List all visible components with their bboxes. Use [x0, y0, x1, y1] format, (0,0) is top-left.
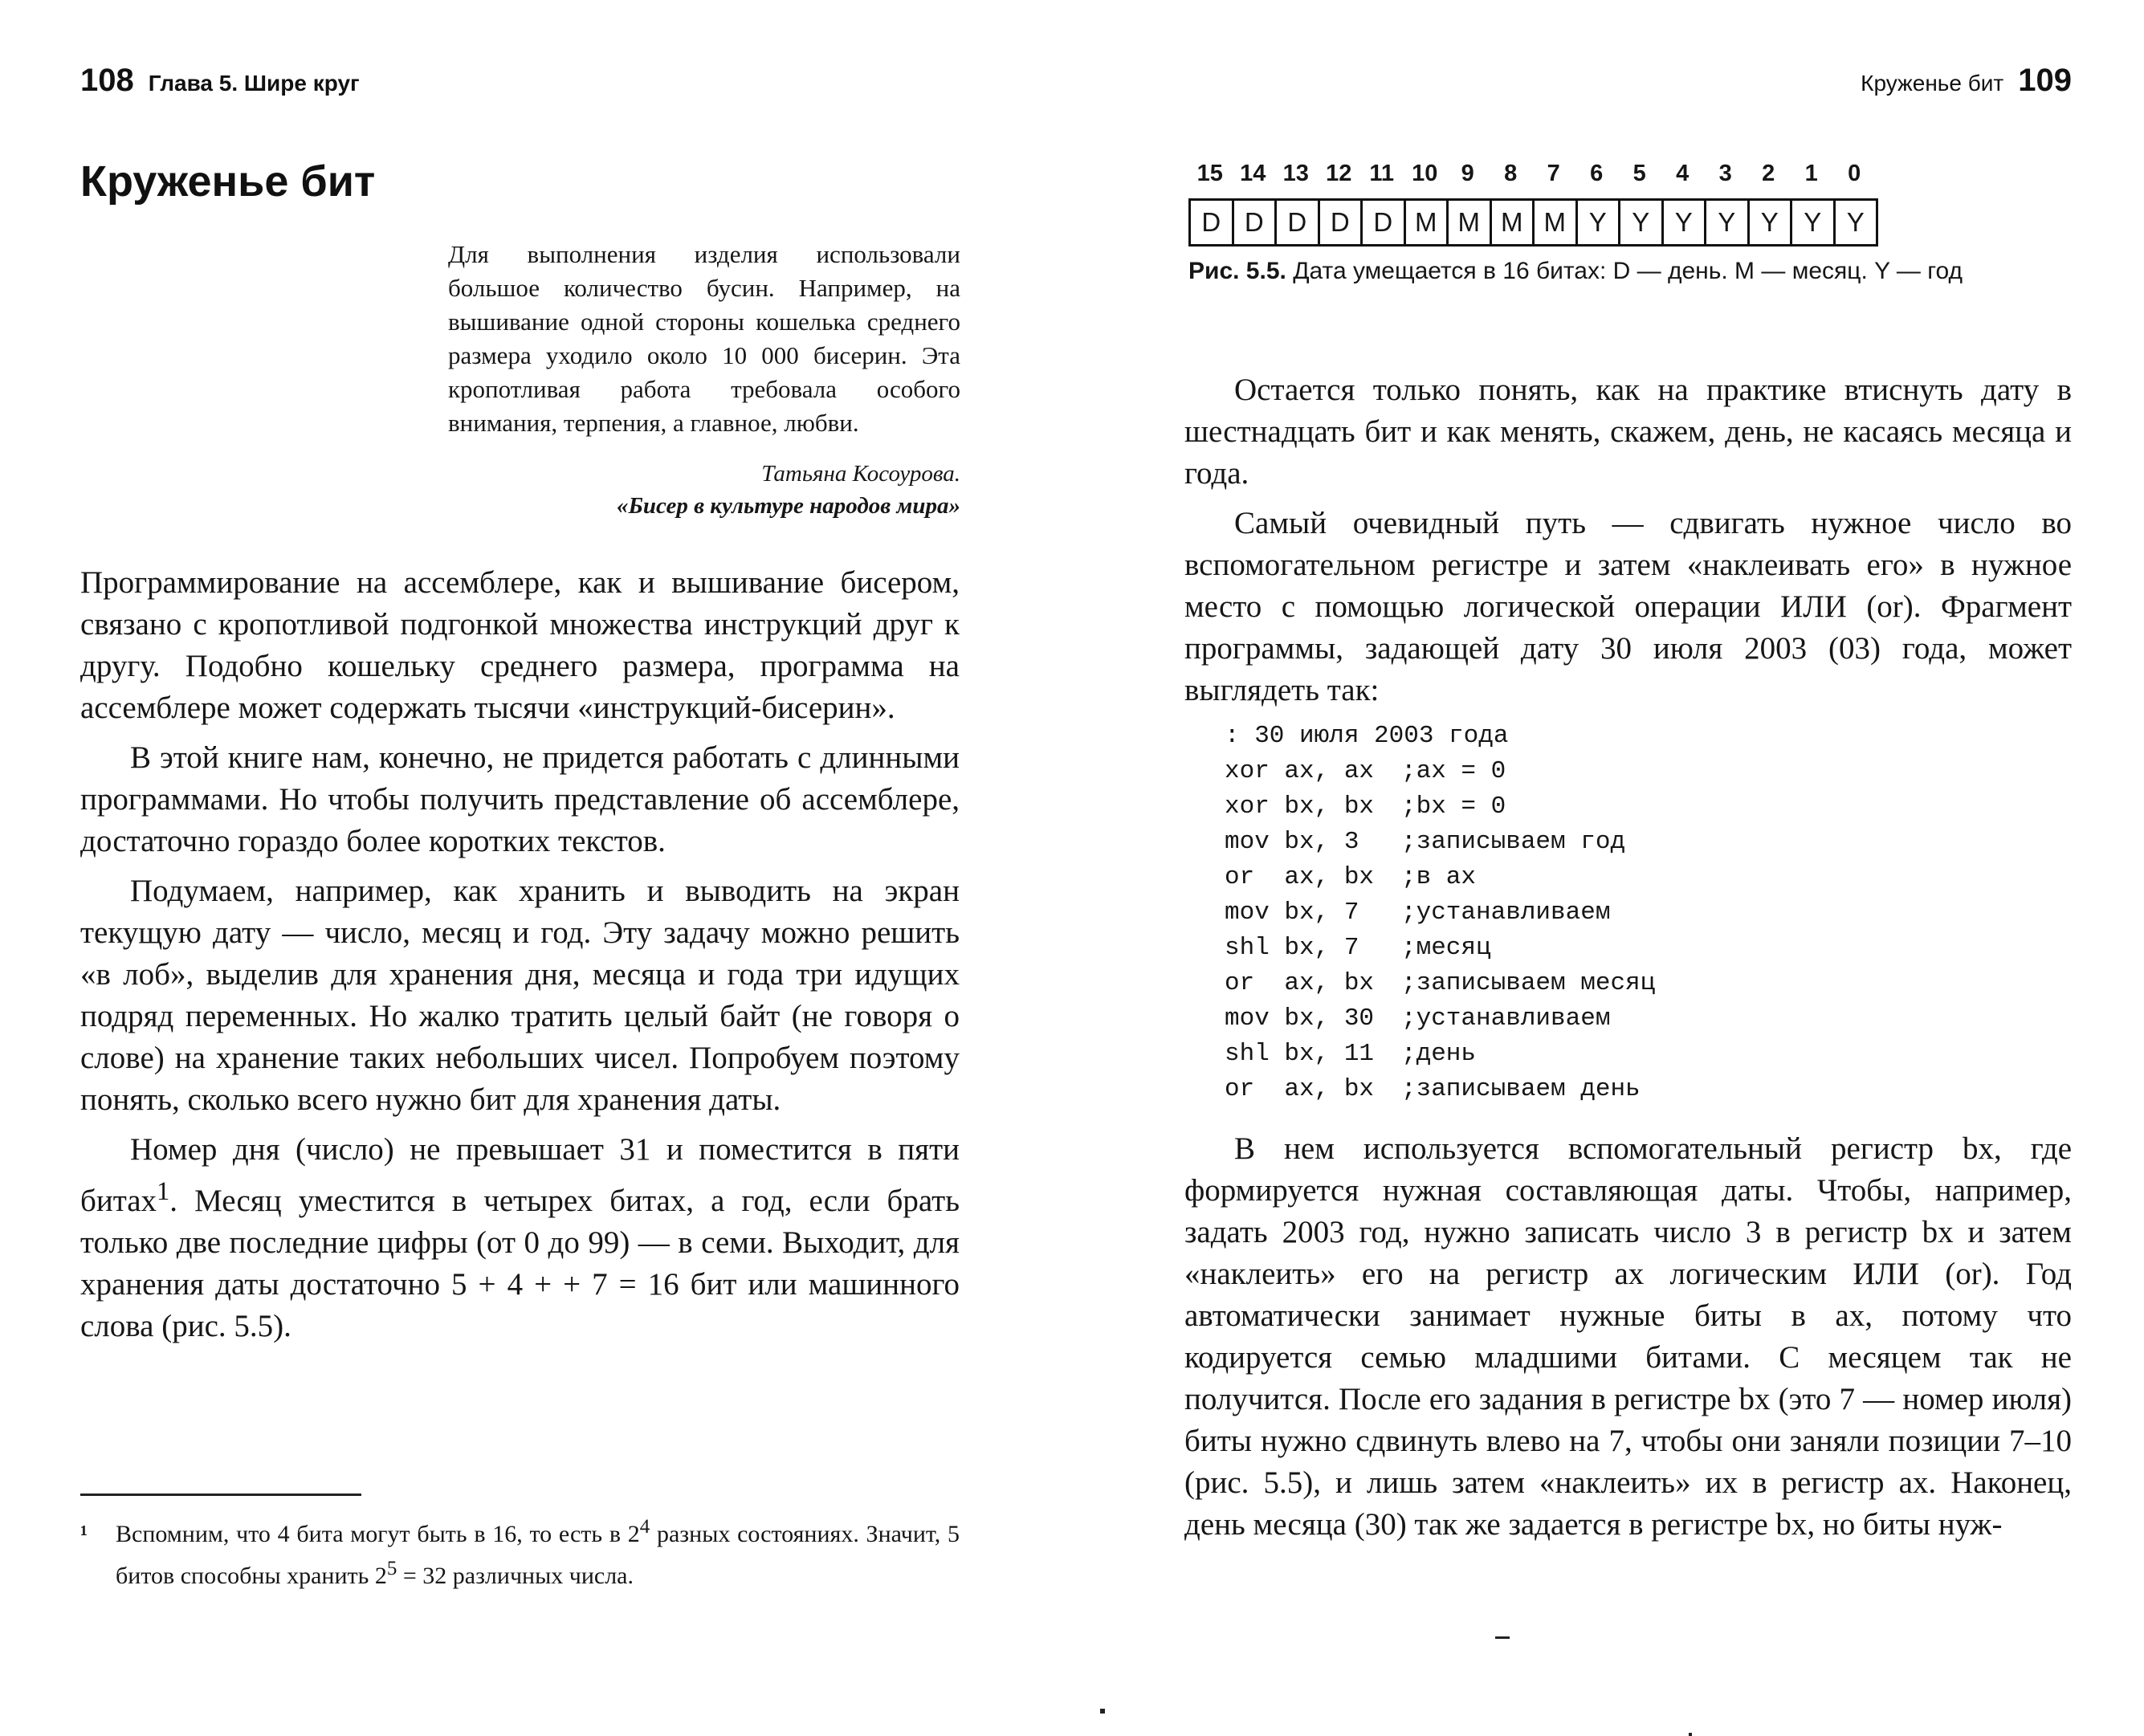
code-line [1225, 719, 1655, 754]
code-line [1225, 1037, 1655, 1072]
paragraph-with-footnote [80, 1129, 960, 1347]
scan-mark [1689, 1733, 1692, 1736]
footnote-part: разных состояниях. Значит, 5 битов способны хранить 2 [116, 1521, 960, 1589]
code-line [1225, 966, 1655, 1001]
paragraph: Остается только понять, как на практике втиснуть дату в шестнадцать бит и как менять, скажем, день, не касаясь месяца и года. [1184, 373, 2072, 491]
bit-number: 7 [1547, 161, 1560, 186]
code-instruction: xor ax, ax [1225, 757, 1375, 785]
superscript: 4 [639, 1516, 650, 1538]
bit-number: 9 [1461, 161, 1474, 186]
bit-number: 15 [1196, 161, 1223, 186]
bit-cell: D [1320, 201, 1363, 244]
figure-label: Рис. 5.5. [1188, 258, 1286, 284]
code-listing [1225, 719, 1655, 1107]
right-page-number: 109 [2018, 63, 2072, 98]
code-comment: : 30 июля 2003 года [1225, 722, 1509, 750]
code-instruction: xor bx, bx [1225, 793, 1375, 821]
paragraph: В этой книге нам, конечно, не придется работать с длинными программами. Но чтобы получить представление об ассемблере, достаточно гораздо более коротких текстов. [80, 740, 960, 858]
bit-number: 8 [1504, 161, 1518, 186]
code-instruction: or ax, bx [1225, 1075, 1375, 1103]
bit-number-row [1188, 161, 1991, 187]
right-body-text-top [1184, 369, 2072, 719]
scan-mark [1495, 1636, 1510, 1639]
code-line [1225, 754, 1655, 789]
code-instruction: mov bx, 30 [1225, 1005, 1375, 1033]
epigraph [448, 238, 960, 522]
left-running-header [80, 63, 360, 99]
bit-cell: M [1449, 201, 1492, 244]
code-line [1225, 825, 1655, 860]
left-page [0, 0, 1072, 1730]
bit-cell: Y [1792, 201, 1836, 244]
code-comment: ;месяц [1401, 934, 1491, 962]
bit-cell: Y [1836, 201, 1879, 244]
bit-cell: D [1363, 201, 1406, 244]
bit-number: 10 [1412, 161, 1438, 186]
bit-number: 2 [1762, 161, 1775, 186]
bit-number: 0 [1848, 161, 1861, 186]
paragraph-part: . Месяц уместится в четырех битах, а год, если брать только две последние цифры (от 0 до 99) — в семи. Выходит, для хранения даты достаточно 5 + 4 + + 7 = 16 бит или машинного слова (рис. 5.5). [80, 1184, 960, 1343]
bit-number: 4 [1676, 161, 1690, 186]
footnote-part: Вспомним, что 4 бита могут быть в 16, то есть в 2 [116, 1521, 640, 1547]
right-header-title: Круженье бит [1861, 71, 2004, 96]
bit-number: 12 [1326, 161, 1352, 186]
code-comment: ;bx = 0 [1401, 793, 1506, 821]
bit-number: 1 [1804, 161, 1818, 186]
figure-5-5 [1188, 161, 1991, 287]
code-line [1225, 1001, 1655, 1037]
bit-number: 5 [1632, 161, 1646, 186]
code-instruction: shl bx, 7 [1225, 934, 1359, 962]
bit-cell: D [1234, 201, 1278, 244]
bit-number: 13 [1282, 161, 1309, 186]
code-comment: ;ax = 0 [1401, 757, 1506, 785]
right-page [1072, 0, 2144, 1730]
bit-number: 6 [1590, 161, 1604, 186]
bit-number: 11 [1369, 161, 1395, 186]
bit-cell: D [1277, 201, 1320, 244]
code-comment: ;день [1401, 1040, 1477, 1068]
scan-mark [1100, 1709, 1105, 1714]
epigraph-author: Татьяна Косоурова. [761, 461, 960, 487]
section-title: Круженье бит [80, 157, 376, 206]
superscript: 5 [386, 1558, 397, 1579]
bit-number: 3 [1718, 161, 1732, 186]
epigraph-text: Для выполнения изделия использовали большое количество бусин. Например, на вышивание одной стороны кошелька среднего размера уходило около 10 000 бисерин. Эта кропотливая работа требовала особого внимания, терпения, а главное, любви. [448, 240, 960, 437]
bit-cell: D [1191, 201, 1234, 244]
epigraph-source: «Бисер в культуре народов мира» [616, 493, 960, 519]
code-instruction: shl bx, 11 [1225, 1040, 1375, 1068]
paragraph: Подумаем, например, как хранить и выводить на экран текущую дату — число, месяц и год. Эту задачу можно решить «в лоб», выделив для хранения дня, месяца и года три идущих подряд переменных. Но жалко тратить целый байт (не говоря о слове) на хранение таких небольших чисел. Попробуем поэтому понять, сколько всего нужно бит для хранения даты. [80, 874, 960, 1117]
bit-cell-row [1188, 198, 1878, 247]
left-page-number: 108 [80, 63, 134, 98]
bit-cell: M [1492, 201, 1535, 244]
paragraph: Программирование на ассемблере, как и вышивание бисером, связано с кропотливой подгонкой множества инструкций друг к другу. Подобно кошельку среднего размера, программа на ассемблере может содержать тысячи «инструкций-бисерин». [80, 565, 960, 725]
code-instruction: or ax, bx [1225, 969, 1375, 997]
right-running-header [1861, 63, 2072, 99]
footnote-reference[interactable]: 1 [157, 1177, 170, 1206]
code-line [1225, 931, 1655, 966]
bit-cell: Y [1750, 201, 1793, 244]
code-line [1225, 1072, 1655, 1107]
figure-caption [1188, 256, 1991, 287]
footnote [80, 1510, 960, 1593]
chapter-header: Глава 5. Шире круг [148, 71, 360, 96]
footnote-mark: ¹ [80, 1521, 88, 1547]
code-comment: ;устанавливаем [1401, 1005, 1611, 1033]
code-comment: ;записываем день [1401, 1075, 1641, 1103]
code-instruction: or ax, bx [1225, 863, 1375, 891]
code-comment: ;записываем год [1401, 828, 1626, 856]
paragraph: Самый очевидный путь — сдвигать нужное число во вспомогательном регистре и затем «наклеивать его» в нужное место с помощью логической операции ИЛИ (or). Фрагмент программы, задающей дату 30 июля 2003 (03) года, может выглядеть так: [1184, 506, 2072, 707]
code-instruction: mov bx, 3 [1225, 828, 1359, 856]
bit-cell: Y [1620, 201, 1664, 244]
bit-cell: Y [1706, 201, 1750, 244]
paragraph-part: Номер дня (число) не превышает 31 и поместится в пяти битах [80, 1132, 960, 1218]
figure-caption-text: Дата умещается в 16 битах: D — день. M — месяц. Y — год [1293, 258, 1963, 284]
bit-cell: M [1535, 201, 1578, 244]
code-line [1225, 860, 1655, 895]
bit-cell: Y [1664, 201, 1707, 244]
bit-number: 14 [1240, 161, 1266, 186]
paragraph: В нем используется вспомогательный регистр bx, где формируется нужная составляющая даты. Чтобы, например, задать 2003 год, нужно записать число 3 в регистр bx и затем «наклеить» его на регистр ax логическим ИЛИ (or). Год автоматически занимает нужные биты в ax, потому что кодируется семью младшими битами. С месяцем так не получится. После его задания в регистре bx (это 7 — номер июля) биты нужно сдвинуть влево на 7, чтобы они заняли позиции 7–10 (рис. 5.5), и лишь затем «наклеить» их в регистр ax. Наконец, день месяца (30) так же задается в регистре bx, но биты нуж- [1184, 1131, 2072, 1542]
code-instruction: mov bx, 7 [1225, 899, 1359, 927]
code-line [1225, 789, 1655, 825]
code-comment: ;в ax [1401, 863, 1477, 891]
bit-cell: Y [1578, 201, 1621, 244]
code-comment: ;устанавливаем [1401, 899, 1611, 927]
right-body-text-bottom [1184, 1128, 2072, 1554]
code-comment: ;записываем месяц [1401, 969, 1656, 997]
footnote-part: = 32 различных числа. [397, 1563, 634, 1589]
code-line [1225, 895, 1655, 931]
left-body-text [80, 562, 960, 1355]
footnote-divider [80, 1494, 361, 1496]
bit-cell: M [1406, 201, 1449, 244]
